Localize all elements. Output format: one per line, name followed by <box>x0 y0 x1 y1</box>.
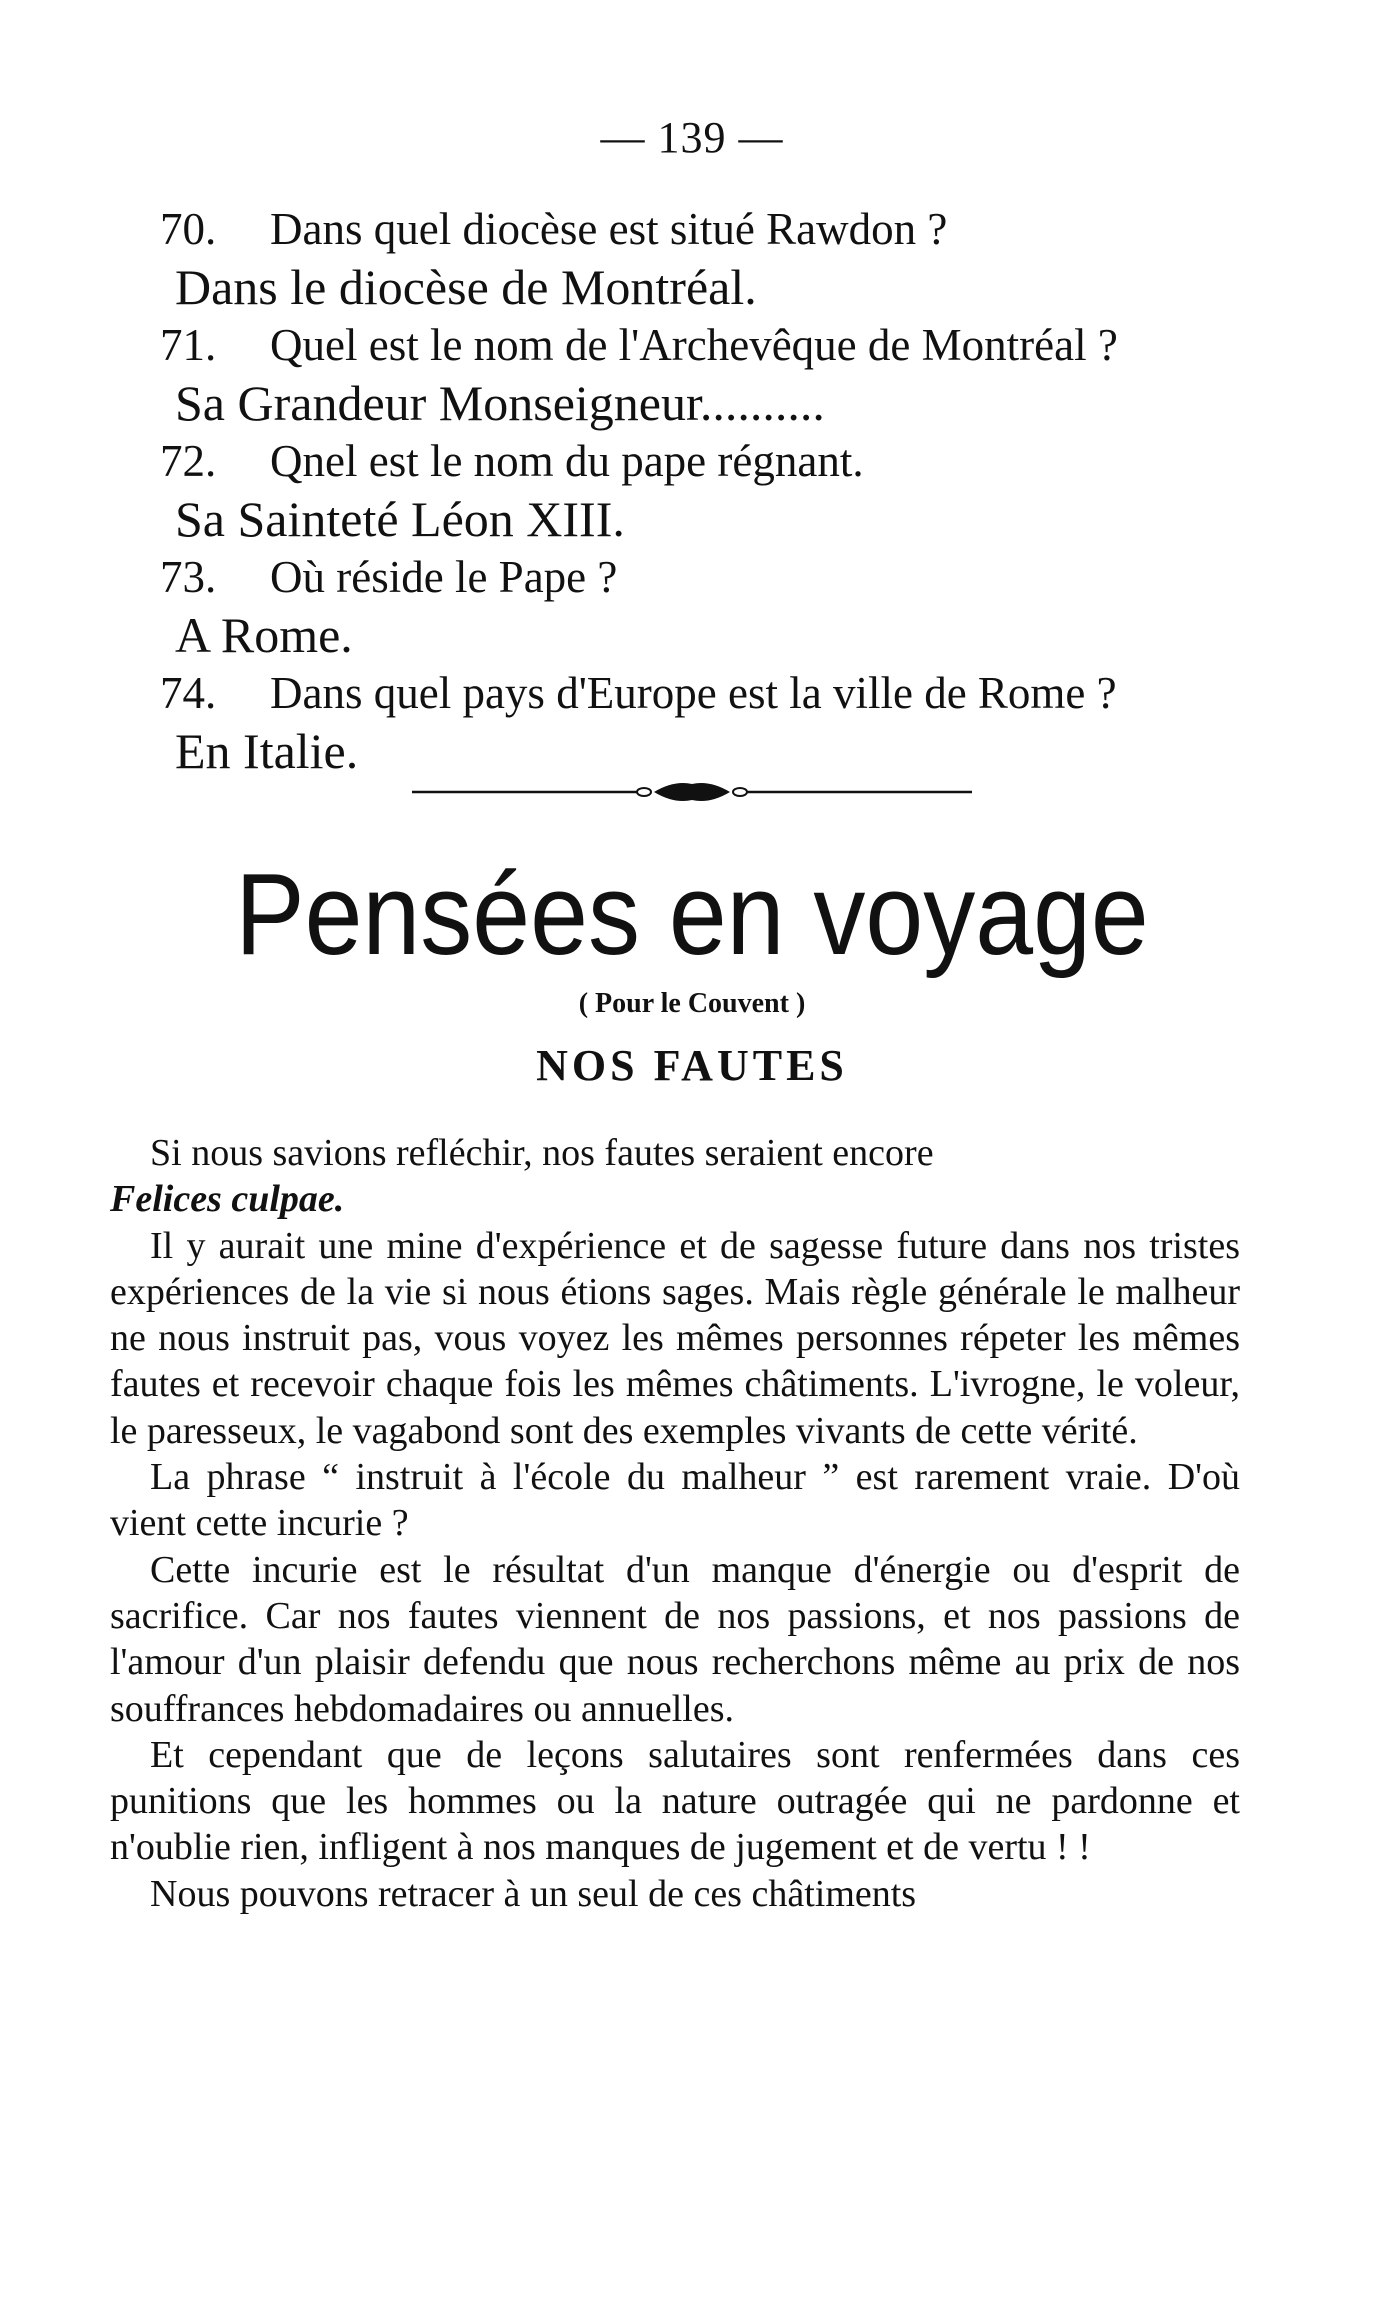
section-heading: NOS FAUTES <box>536 1041 848 1090</box>
ornamental-divider <box>0 780 1384 809</box>
paragraph: Cette incurie est le résultat d'un manque d'énergie ou d'esprit de sacrifice. Car nos fautes viennent de nos passions, et nos passions de l'amour d'un plaisir defendu que nous recherchons même au prix de nos souffrances hebdomadaires ou annuelles. <box>110 1548 1240 1730</box>
paragraph: Nous pouvons retracer à un seul de ces châtiments <box>150 1872 917 1915</box>
question-text: Dans quel pays d'Europe est la ville de Rome ? <box>270 668 1117 718</box>
article-title: Pensées en voyage <box>235 850 1149 980</box>
answer-73: A Rome. <box>175 607 353 663</box>
latin-phrase: Felices culpae. <box>110 1178 345 1221</box>
paragraph <box>110 1130 1240 1223</box>
paragraph: Et cependant que de leçons salutaires sont renfermées dans ces punitions que les hommes ou la nature outragée qui ne pardonne et n'oublie rien, infligent à nos manques de jugement et de vertu ! ! <box>110 1733 1240 1869</box>
question-number: 71. <box>160 320 217 370</box>
question-text: Où réside le Pape ? <box>270 552 618 602</box>
question-text: Dans quel diocèse est situé Rawdon ? <box>270 204 948 254</box>
question-number: 73. <box>160 552 217 602</box>
paragraph: Il y aurait une mine d'expérience et de sagesse future dans nos tristes expériences de la vie si nous étions sages. Mais règle générale le malheur ne nous instruit pas, vous voyez les mêmes personnes répeter les mêmes fautes et recevoir chaque fois les mêmes châtiments. L'ivrogne, le voleur, le paresseux, le vagabond sont des exemples vivants de cette vérité. <box>110 1224 1240 1452</box>
question-number: 70. <box>160 204 217 254</box>
question-71 <box>160 316 1270 374</box>
question-text: Quel est le nom de l'Archevêque de Montréal ? <box>270 320 1118 370</box>
question-74 <box>160 664 1270 722</box>
answer-71: Sa Grandeur Monseigneur.......... <box>175 375 825 431</box>
question-number: 72. <box>160 436 217 486</box>
article-subtitle: ( Pour le Couvent ) <box>578 988 806 1019</box>
divider-ornament-icon <box>412 780 972 804</box>
answer-72: Sa Sainteté Léon XIII. <box>175 491 625 547</box>
paragraph-text: Si nous savions refléchir, nos fautes seraient encore <box>150 1132 934 1174</box>
question-72 <box>160 432 1270 490</box>
question-70 <box>160 200 1270 258</box>
question-text: Qnel est le nom du pape régnant. <box>270 436 864 486</box>
article-body <box>110 1130 1240 1917</box>
catechism-qa-list <box>160 200 1270 780</box>
paragraph: La phrase “ instruit à l'école du malheur ” est rarement vraie. D'où vient cette incurie ? <box>110 1456 1240 1545</box>
answer-74: En Italie. <box>175 723 359 779</box>
page-number: — 139 — <box>600 113 784 162</box>
answer-70: Dans le diocèse de Montréal. <box>175 259 757 315</box>
question-73 <box>160 548 1270 606</box>
question-number: 74. <box>160 668 217 718</box>
